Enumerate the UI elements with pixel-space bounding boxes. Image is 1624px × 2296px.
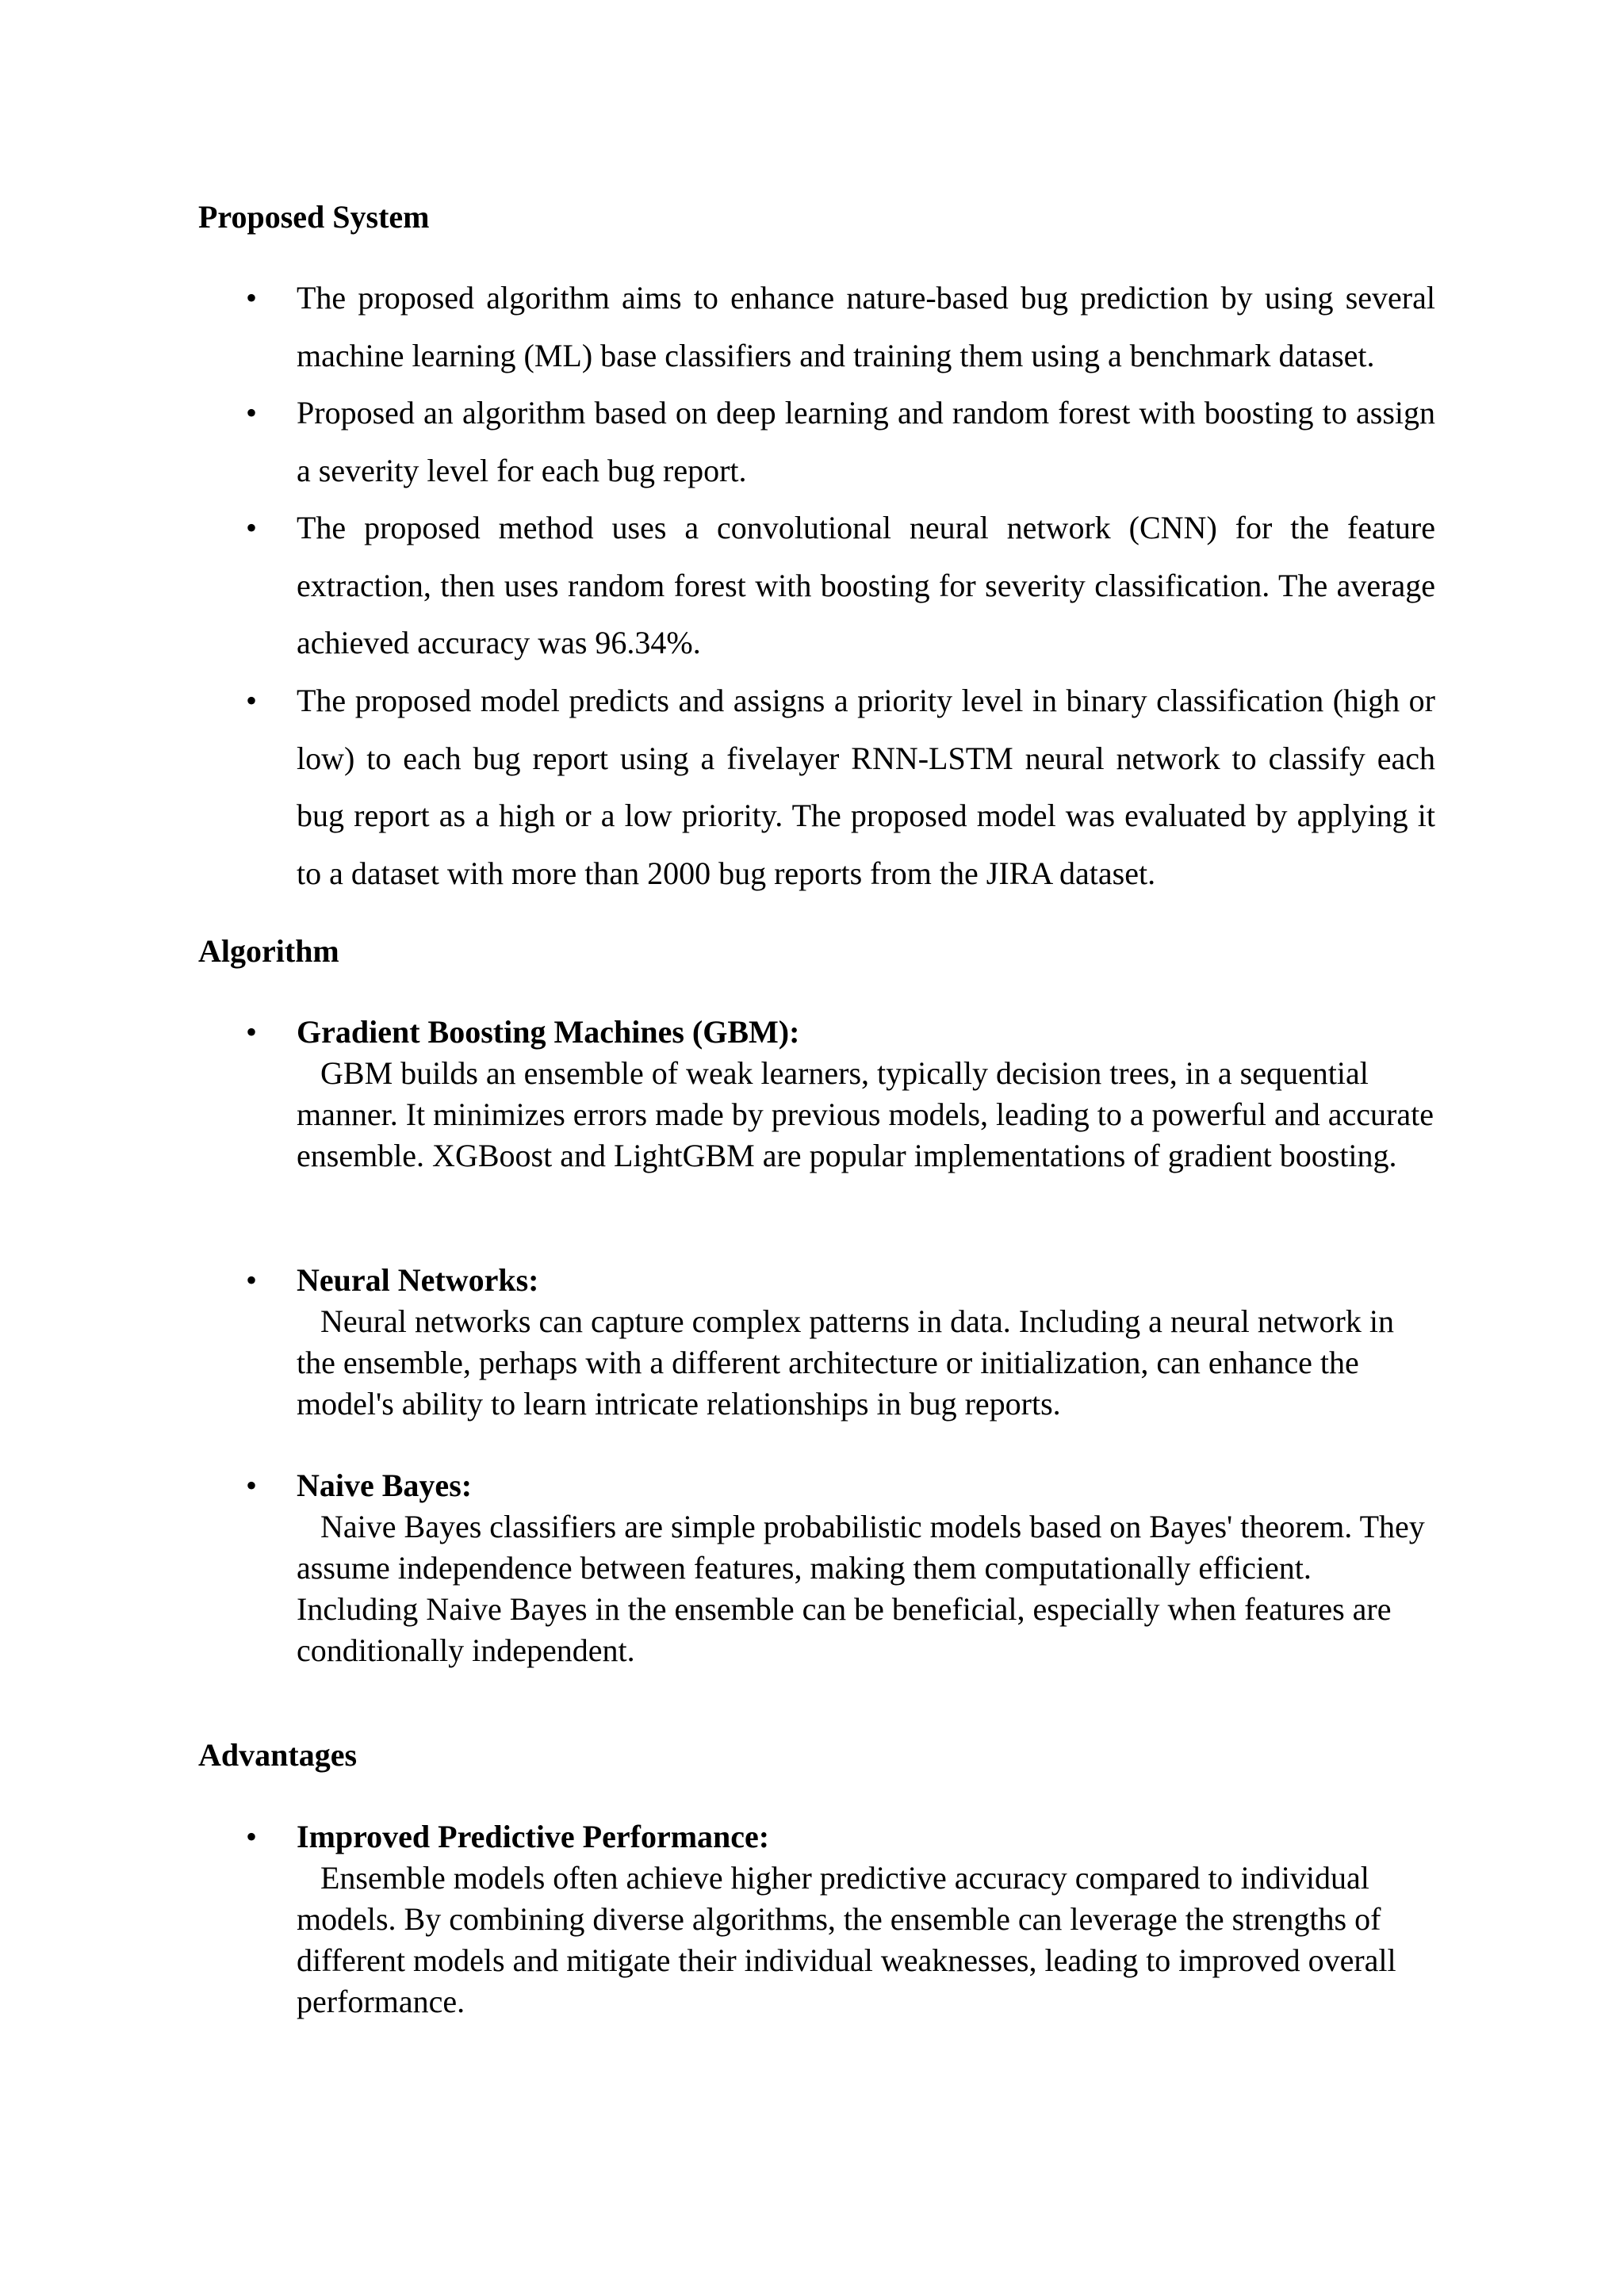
algorithm-item-gbm — [297, 1012, 1435, 1177]
bullet-icon: • — [246, 1819, 258, 1854]
algorithm-heading: Algorithm — [198, 933, 339, 969]
proposed-system-item: The proposed algorithm aims to enhance nature-based bug prediction by using several machine learning (ML) base classifiers and training them using a benchmark dataset. — [297, 280, 1435, 373]
bullet-icon: • — [246, 395, 258, 430]
advantages-heading: Advantages — [198, 1737, 358, 1773]
proposed-system-item: The proposed method uses a convolutional neural network (CNN) for the feature extraction, then uses random forest with boosting for severity classification. The average achieved accuracy was 96.34%. — [297, 510, 1435, 660]
advantages-item-title: Improved Predictive Performance: — [297, 1819, 770, 1854]
algorithm-item-naive-bayes — [297, 1465, 1435, 1671]
bullet-icon: • — [246, 683, 258, 718]
bullet-icon: • — [246, 1014, 258, 1050]
proposed-system-heading: Proposed System — [198, 199, 430, 235]
proposed-system-item: Proposed an algorithm based on deep learning and random forest with boosting to assign a severity level for each bug report. — [297, 395, 1435, 488]
algorithm-item-description: Neural networks can capture complex patterns in data. Including a neural network in the ensemble, perhaps with a different architecture or initialization, can enhance the model's ability to learn intricate relationships in bug reports. — [297, 1303, 1394, 1422]
bullet-icon: • — [246, 280, 258, 316]
bullet-icon: • — [246, 1262, 258, 1298]
algorithm-item-title: Neural Networks: — [297, 1262, 539, 1298]
algorithm-item-description: Naive Bayes classifiers are simple probabilistic models based on Bayes' theorem. They assume independence between features, making them computationally efficient. Including Naive Bayes in the ensemble can be beneficial, especially when features are conditionally independent. — [297, 1509, 1425, 1668]
algorithm-item-neural-networks — [297, 1260, 1435, 1425]
algorithm-item-title: Gradient Boosting Machines (GBM): — [297, 1014, 800, 1050]
bullet-icon: • — [246, 1468, 258, 1503]
algorithm-item-title: Naive Bayes: — [297, 1468, 473, 1503]
proposed-system-item: The proposed model predicts and assigns a priority level in binary classification (high or low) to each bug report using a fivelayer RNN-LSTM neural network to classify each bug report as a high or a low priority. The proposed model was evaluated by applying it to a dataset with more than 2000 bug reports from the JIRA dataset. — [297, 683, 1435, 891]
bullet-icon: • — [246, 510, 258, 545]
advantages-item-predictive-performance — [297, 1816, 1435, 2022]
advantages-item-description: Ensemble models often achieve higher predictive accuracy compared to individual models. By combining diverse algorithms, the ensemble can leverage the strengths of different models and mitigate their individual weaknesses, leading to improved overall performance. — [297, 1860, 1396, 2019]
algorithm-item-description: GBM builds an ensemble of weak learners, typically decision trees, in a sequential manner. It minimizes errors made by previous models, leading to a powerful and accurate ensemble. XGBoost and LightGBM are popular implementations of gradient boosting. — [297, 1055, 1434, 1173]
